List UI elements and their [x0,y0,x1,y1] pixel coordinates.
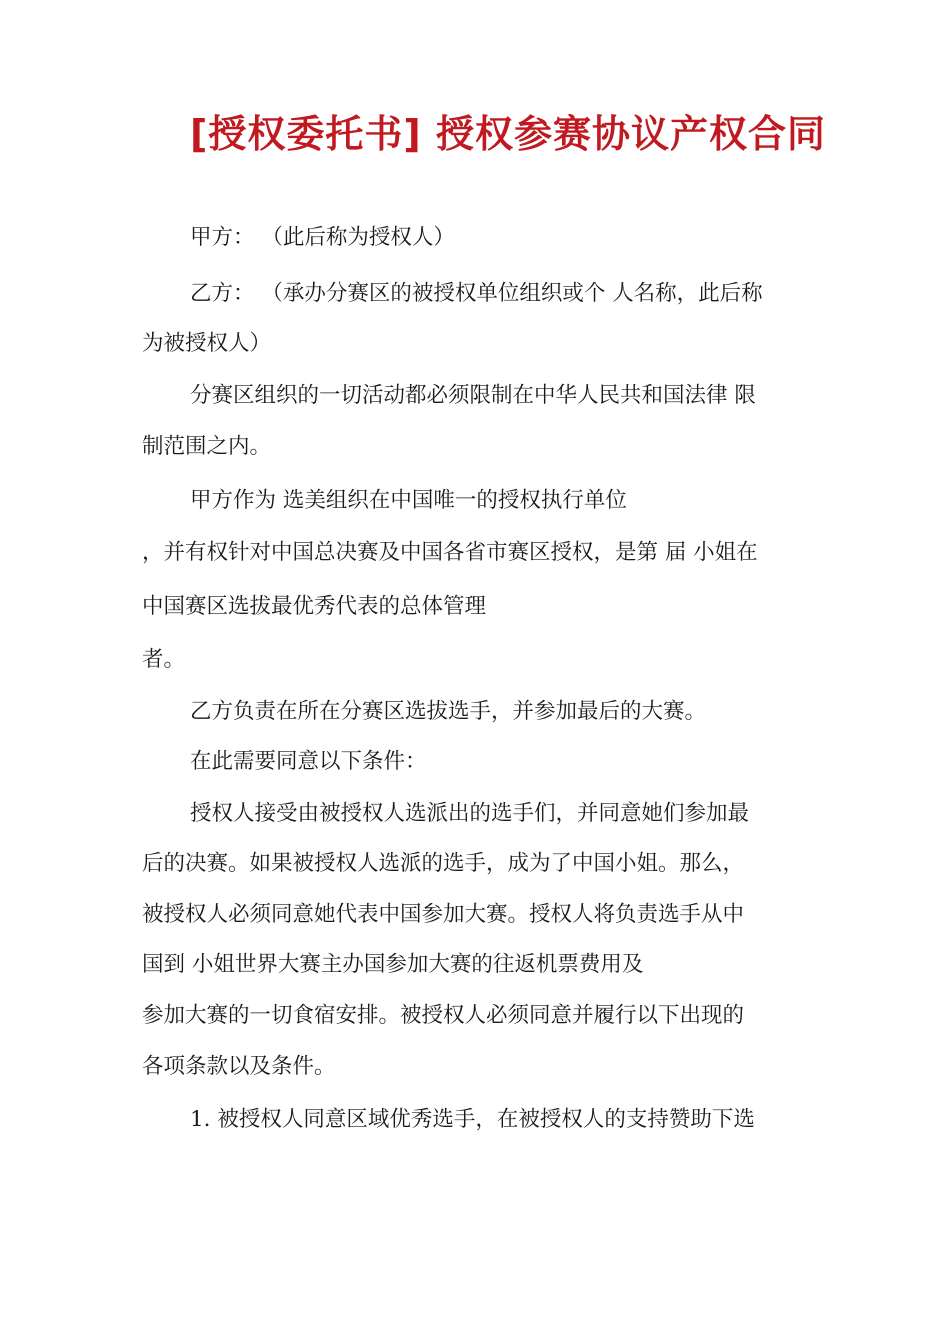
paragraph-line: 在此需要同意以下条件： [190,749,427,774]
paragraph-line: 分赛区组织的一切活动都必须限制在中华人民共和国法律 限 [190,383,756,408]
paragraph-line: 制范围之内。 [142,434,272,459]
paragraph-line: 者。 [142,647,186,672]
document-title: [授权委托书] 授权参赛协议产权合同 [190,112,826,156]
paragraph-line: 后的决赛。如果被授权人选派的选手，成为了中国小姐。那么， [142,851,745,876]
party-b-line: 乙方： （承办分赛区的被授权单位组织或个 人名称，此后称 [190,281,763,306]
paragraph-line: ，并有权针对中国总决赛及中国各省市赛区授权，是第 届 小姐在 [142,540,758,565]
paragraph-line: 参加大赛的一切食宿安排。被授权人必须同意并履行以下出现的 [142,1003,745,1028]
party-b-line-cont: 为被授权人） [142,331,272,356]
paragraph-line: 授权人接受由被授权人选派出的选手们，并同意她们参加最 [190,801,750,826]
paragraph-line: 被授权人必须同意她代表中国参加大赛。授权人将负责选手从中 [142,902,745,927]
party-a-line: 甲方： （此后称为授权人） [190,225,455,250]
paragraph-line: 国到 小姐世界大赛主办国参加大赛的往返机票费用及 [142,952,644,977]
paragraph-line: 中国赛区选拔最优秀代表的总体管理 [142,594,487,619]
paragraph-line: 乙方负责在所在分赛区选拔选手，并参加最后的大赛。 [190,699,707,724]
numbered-clause-line: 1. 被授权人同意区域优秀选手，在被授权人的支持赞助下选 [190,1107,755,1132]
paragraph-line: 甲方作为 选美组织在中国唯一的授权执行单位 [190,488,627,513]
paragraph-line: 各项条款以及条件。 [142,1054,336,1079]
